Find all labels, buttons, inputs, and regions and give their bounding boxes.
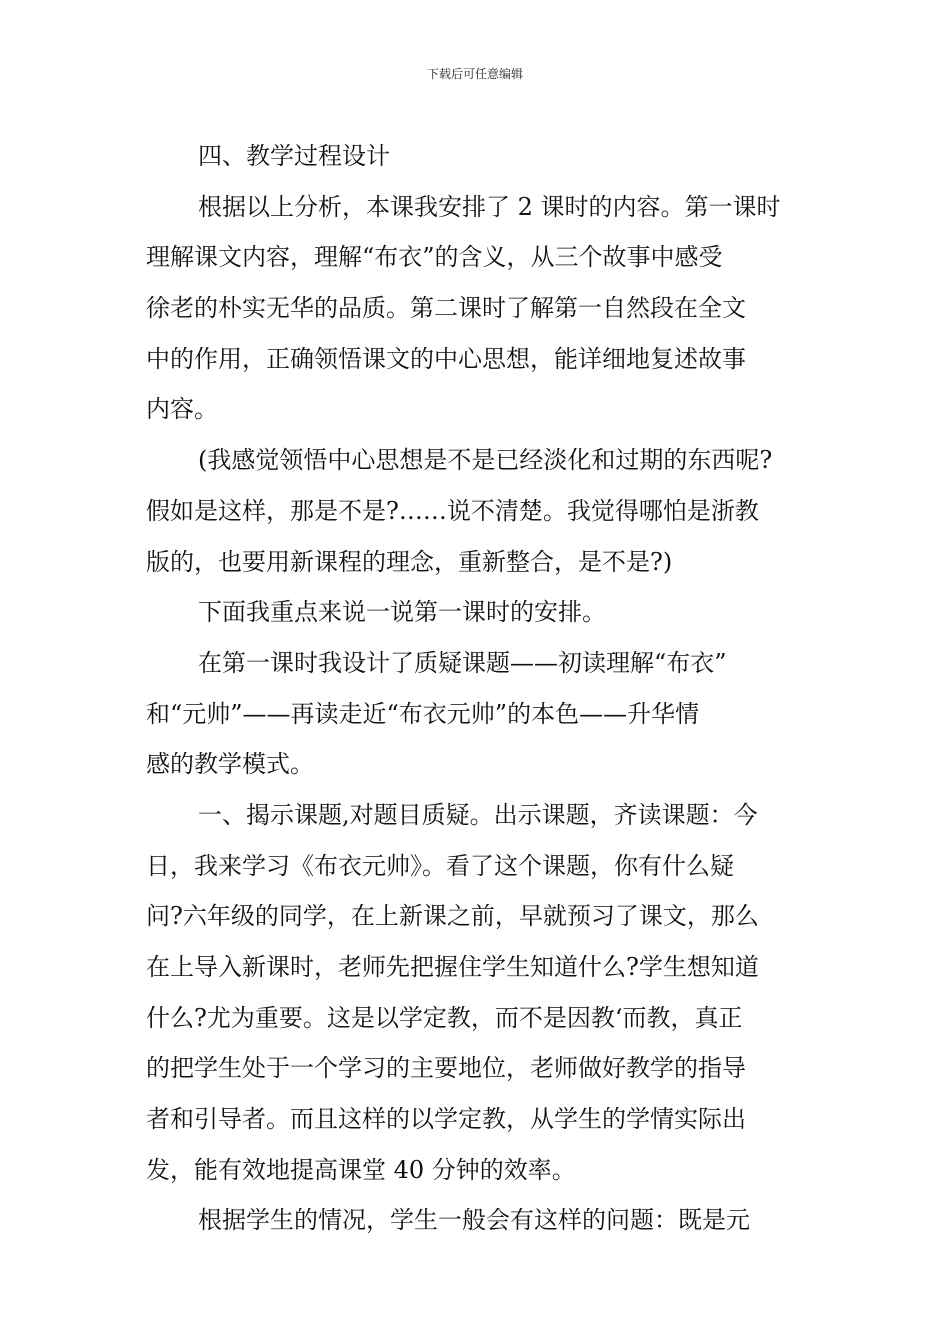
paragraph-line: 在第一课时我设计了质疑课题——初读理解“布衣” [198,648,727,677]
paragraph-line: 内容。 [146,395,218,424]
paragraph-line: 者和引导者。而且这样的以学定教，从学生的学情实际出 [146,1105,746,1134]
paragraph-line: 下面我重点来说一说第一课时的安排。 [198,598,606,627]
paragraph-line: 问?六年级的同学，在上新课之前，早就预习了课文，那么 [146,902,759,931]
paragraph-line: 理解课文内容，理解“布衣”的含义，从三个故事中感受 [146,243,723,272]
paragraph-line: 根据以上分析，本课我安排了 2 课时的内容。第一课时 [198,192,781,221]
section-heading: 四、教学过程设计 [198,142,390,170]
paragraph-line: 和“元帅”——再读走近“布衣元帅”的本色——升华情 [146,699,700,728]
paragraph-line: 一、揭示课题,对题目质疑。出示课题，齐读课题：今 [198,800,758,829]
document-body [146,131,818,1246]
page-header-note: 下载后可任意编辑 [426,67,523,81]
paragraph-line: 假如是这样，那是不是?……说不清楚。我觉得哪怕是浙教 [146,496,759,525]
paragraph-line: 在上导入新课时，老师先把握住学生知道什么?学生想知道 [146,953,759,981]
paragraph-line: 中的作用，正确领悟课文的中心思想，能详细地复述故事 [146,344,746,373]
paragraph-line: 的把学生处于一个学习的主要地位，老师做好教学的指导 [146,1054,746,1083]
paragraph-line: 日，我来学习《布衣元帅》。看了这个课题，你有什么疑 [146,851,734,880]
paragraph-line: 徐老的朴实无华的品质。第二课时了解第一自然段在全文 [146,294,746,323]
paragraph-line: 版的，也要用新课程的理念，重新整合，是不是?) [146,547,673,576]
paragraph-line: 发，能有效地提高课堂 40 分钟的效率。 [146,1155,576,1184]
paragraph-line: 根据学生的情况，学生一般会有这样的问题：既是元 [198,1206,750,1235]
paragraph-line: 什么?尤为重要。这是以学定教，而不是因教‘而教，真正 [146,1003,743,1032]
paragraph-line: 感的教学模式。 [146,750,314,779]
paragraph-line: (我感觉领悟中心思想是不是已经淡化和过期的东西呢? [198,446,773,475]
